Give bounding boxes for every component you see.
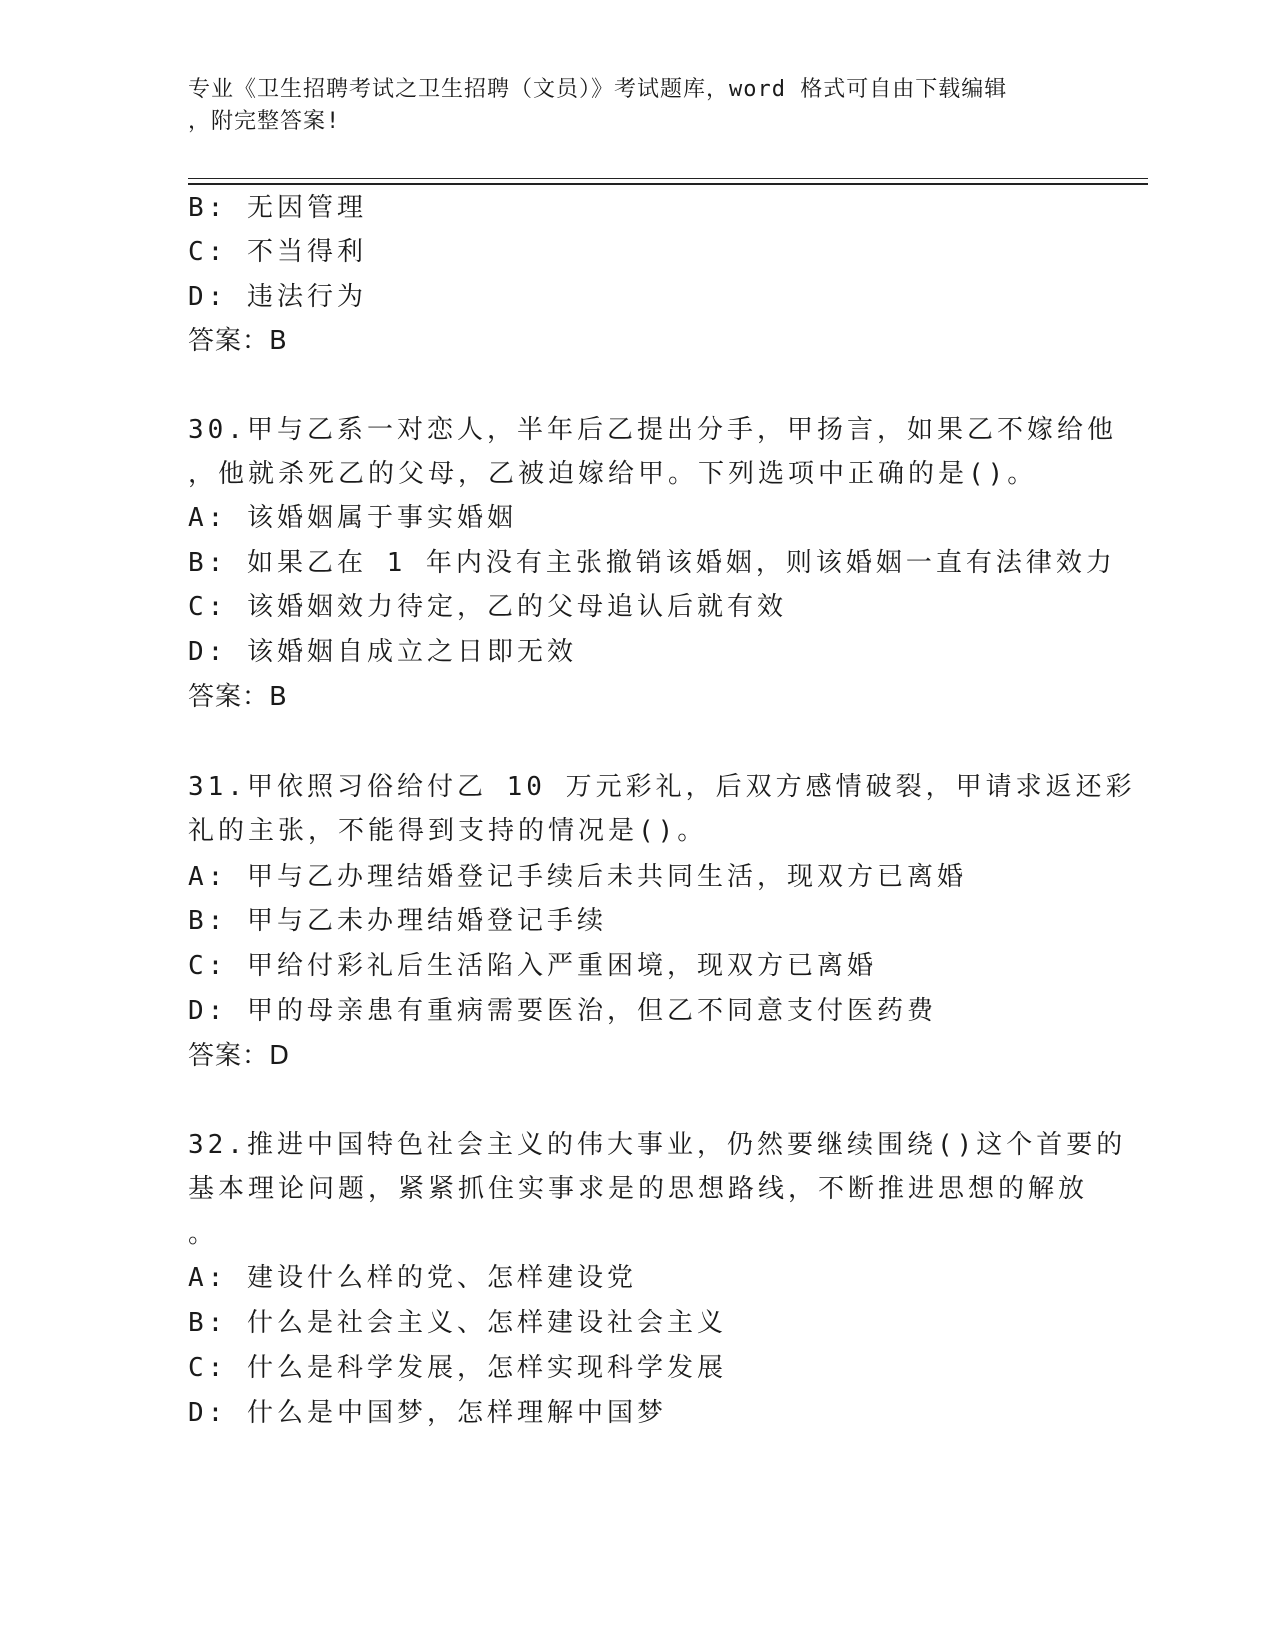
option-c: C: 不当得利 bbox=[188, 237, 367, 267]
option-d: D: 什么是中国梦，怎样理解中国梦 bbox=[188, 1398, 667, 1428]
option-a: A: 建设什么样的党、怎样建设党 bbox=[188, 1263, 637, 1293]
option-d: D: 甲的母亲患有重病需要医治，但乙不同意支付医药费 bbox=[188, 996, 937, 1026]
option-b: B: 无因管理 bbox=[188, 193, 367, 223]
option-b: B: 甲与乙未办理结婚登记手续 bbox=[188, 906, 607, 936]
question-stem: 32.推进中国特色社会主义的伟大事业，仍然要继续围绕()这个首要的 bbox=[188, 1130, 1127, 1160]
option-c: C: 甲给付彩礼后生活陷入严重困境，现双方已离婚 bbox=[188, 951, 877, 981]
question-stem: ，他就杀死乙的父母，乙被迫嫁给甲。下列选项中正确的是()。 bbox=[188, 459, 1038, 489]
option-d: D: 违法行为 bbox=[188, 282, 367, 312]
question-stem: 30.甲与乙系一对恋人，半年后乙提出分手，甲扬言，如果乙不嫁给他 bbox=[188, 415, 1117, 445]
header-line-2: ，附完整答案! bbox=[188, 109, 341, 134]
option-a: A: 该婚姻属于事实婚姻 bbox=[188, 503, 517, 533]
option-c: C: 该婚姻效力待定，乙的父母追认后就有效 bbox=[188, 592, 787, 622]
question-stem: 31.甲依照习俗给付乙 10 万元彩礼，后双方感情破裂，甲请求返还彩 bbox=[188, 772, 1136, 802]
question-stem: 基本理论问题，紧紧抓住实事求是的思想路线，不断推进思想的解放 bbox=[188, 1174, 1089, 1204]
option-d: D: 该婚姻自成立之日即无效 bbox=[188, 637, 577, 667]
header-divider-thick bbox=[188, 183, 1148, 185]
option-b: B: 如果乙在 1 年内没有主张撤销该婚姻，则该婚姻一直有法律效力 bbox=[188, 548, 1116, 578]
header-divider-thin bbox=[188, 178, 1148, 179]
answer-line: 答案：D bbox=[188, 1041, 291, 1071]
option-b: B: 什么是社会主义、怎样建设社会主义 bbox=[188, 1308, 727, 1338]
answer-line: 答案：B bbox=[188, 326, 288, 356]
option-c: C: 什么是科学发展，怎样实现科学发展 bbox=[188, 1353, 727, 1383]
option-a: A: 甲与乙办理结婚登记手续后未共同生活，现双方已离婚 bbox=[188, 862, 967, 892]
question-stem: 。 bbox=[188, 1219, 219, 1249]
document-header bbox=[188, 74, 1068, 138]
answer-line: 答案：B bbox=[188, 682, 288, 712]
question-stem: 礼的主张，不能得到支持的情况是()。 bbox=[188, 816, 708, 846]
header-line-1: 专业《卫生招聘考试之卫生招聘（文员）》考试题库，word 格式可自由下载编辑 bbox=[188, 77, 1008, 102]
